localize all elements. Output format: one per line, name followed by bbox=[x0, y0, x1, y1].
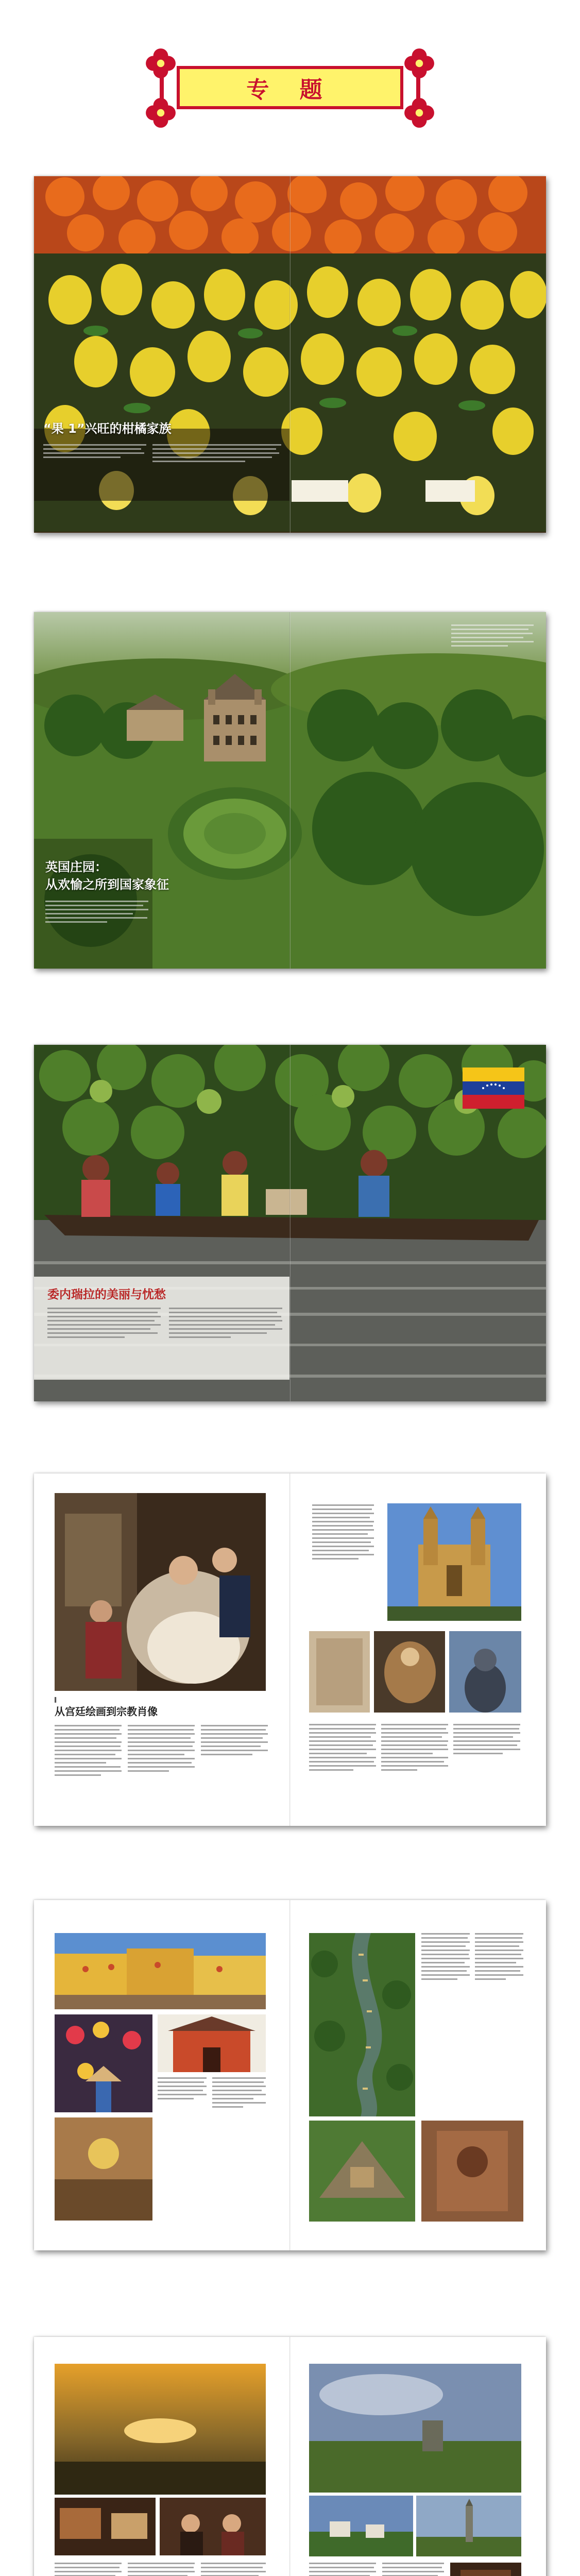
fortress-aerial-photo bbox=[309, 2121, 415, 2222]
england-side-text bbox=[451, 624, 534, 649]
ireland-body-text bbox=[55, 2563, 122, 2576]
court-painting-photo bbox=[55, 1493, 266, 1691]
spain-body-text bbox=[309, 1724, 376, 1773]
ireland-body-text bbox=[201, 2563, 266, 2576]
vietnam-body-text bbox=[421, 1933, 470, 1982]
countryside-castle-photo bbox=[309, 2364, 521, 2493]
spain-body-text bbox=[201, 1725, 268, 1758]
vietnam-body-text bbox=[475, 1933, 523, 1982]
england-article-title bbox=[45, 858, 169, 893]
venezuela-body-text bbox=[169, 1308, 282, 1341]
page-fold bbox=[289, 1045, 291, 1401]
spain-body-text bbox=[55, 1725, 122, 1778]
vietnam-body-text bbox=[158, 2077, 207, 2102]
page-fold bbox=[289, 2337, 291, 2576]
citrus-body-text bbox=[43, 444, 146, 461]
spain-body-text bbox=[128, 1725, 195, 1774]
venezuela-body-text bbox=[47, 1308, 161, 1341]
spain-section-tag: ▌ bbox=[55, 1697, 58, 1702]
temple-gate-photo bbox=[158, 2014, 266, 2072]
spread-vietnam bbox=[34, 1900, 546, 2250]
carved-relief-photo bbox=[421, 2121, 523, 2222]
chinese-knot-icon bbox=[145, 97, 177, 129]
spread-ireland bbox=[34, 2337, 546, 2576]
carved-door-photo bbox=[450, 2563, 521, 2576]
chinese-knot-icon bbox=[403, 47, 435, 79]
venezuela-article-title: 委内瑞拉的美丽与忧愁 bbox=[47, 1288, 166, 1301]
chinese-knot-icon bbox=[145, 47, 177, 79]
page-fold bbox=[289, 612, 291, 969]
round-tower-photo bbox=[416, 2496, 521, 2556]
page-fold bbox=[289, 1473, 291, 1826]
banner-title: 专 题 bbox=[246, 77, 334, 103]
ireland-body-text bbox=[382, 2563, 444, 2576]
pub-interior-photo bbox=[55, 2498, 156, 2555]
spain-body-text bbox=[381, 1724, 448, 1773]
citrus-body-text bbox=[152, 444, 281, 465]
page-fold bbox=[289, 1900, 291, 2250]
ireland-body-text bbox=[128, 2563, 195, 2576]
england-title-line1: 英国庄园： bbox=[45, 860, 107, 874]
spread-citrus bbox=[34, 176, 546, 533]
spain-body-text bbox=[312, 1504, 374, 1562]
religious-painting-photo bbox=[374, 1631, 445, 1713]
spain-article-title: 从宫廷绘画到宗教肖像 bbox=[55, 1705, 158, 1718]
section-banner bbox=[146, 56, 434, 120]
coastal-village-photo bbox=[309, 2496, 413, 2556]
page-fold bbox=[289, 176, 291, 533]
england-title-line2: 从欢愉之所到国家象征 bbox=[45, 877, 169, 892]
river-boats-aerial-photo bbox=[309, 1933, 415, 2116]
musicians-photo bbox=[160, 2498, 266, 2555]
lantern-vendor-photo bbox=[55, 2014, 152, 2112]
spread-spain bbox=[34, 1473, 546, 1826]
cathedral-photo bbox=[387, 1503, 521, 1621]
banner-title-box bbox=[177, 66, 403, 109]
spread-venezuela bbox=[34, 1045, 546, 1401]
hoi-an-street-photo bbox=[55, 1933, 266, 2009]
vietnam-body-text bbox=[212, 2077, 266, 2110]
spread-england bbox=[34, 612, 546, 969]
venezuela-flag-icon bbox=[463, 1067, 524, 1109]
vietnam-scene-photo bbox=[55, 2117, 152, 2221]
ireland-body-text bbox=[309, 2563, 376, 2576]
manuscript-photo bbox=[309, 1631, 370, 1713]
spain-body-text bbox=[453, 1724, 520, 1757]
sunset-landscape-photo bbox=[55, 2364, 266, 2495]
chinese-knot-icon bbox=[403, 97, 435, 129]
citrus-article-title: “果 1”兴旺的柑橘家族 bbox=[43, 421, 172, 436]
sculpture-photo bbox=[449, 1631, 521, 1713]
england-body-text bbox=[45, 901, 148, 925]
